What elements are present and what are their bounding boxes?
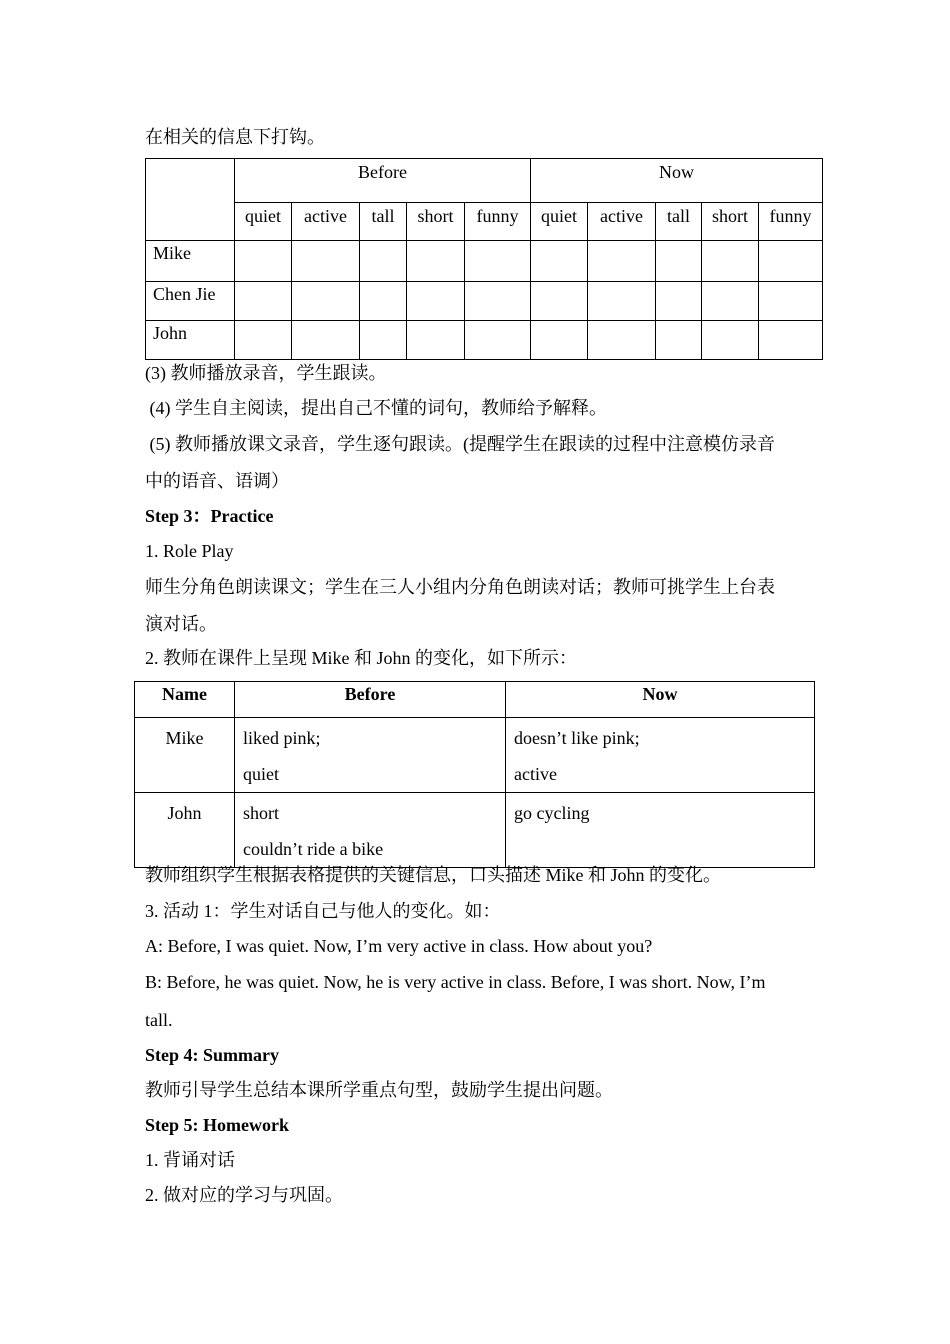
after-table-text: 教师组织学生根据表格提供的关键信息，口头描述 Mike 和 John 的变化。 <box>145 865 721 885</box>
group-header-now: Now <box>531 159 823 203</box>
check-cell[interactable] <box>588 241 656 282</box>
group-header-before: Before <box>235 159 531 203</box>
check-cell[interactable] <box>360 282 407 321</box>
check-cell[interactable] <box>465 282 531 321</box>
header-now: Now <box>506 682 815 718</box>
column-header: short <box>702 203 759 241</box>
table-row <box>135 793 815 868</box>
corner-cell <box>146 159 235 241</box>
check-cell[interactable] <box>656 321 702 360</box>
check-cell[interactable] <box>759 241 823 282</box>
intro-text: 在相关的信息下打钩。 <box>145 127 325 147</box>
column-header: quiet <box>531 203 588 241</box>
homework-item: 1. 背诵对话 <box>145 1150 235 1170</box>
check-cell[interactable] <box>360 321 407 360</box>
cell-text: couldn’t ride a bike <box>243 839 384 859</box>
check-cell[interactable] <box>465 321 531 360</box>
dialog-b-cont: tall. <box>145 1010 173 1030</box>
check-cell[interactable] <box>235 321 292 360</box>
header-name: Name <box>135 682 235 718</box>
check-cell[interactable] <box>235 241 292 282</box>
cell-text: short <box>243 803 279 823</box>
role-play-desc: 师生分角色朗读课文；学生在三人小组内分角色朗读对话；教师可挑学生上台表 <box>145 577 775 597</box>
check-cell[interactable] <box>702 321 759 360</box>
check-cell[interactable] <box>235 282 292 321</box>
dialog-b: B: Before, he was quiet. Now, he is very active in class. Before, I was short. Now, I’m <box>145 972 766 992</box>
step-text: 中的语音、语调） <box>145 471 289 491</box>
check-cell[interactable] <box>588 282 656 321</box>
cell-text: liked pink; <box>243 728 321 748</box>
row-name: Mike <box>146 241 235 282</box>
check-cell[interactable] <box>407 321 465 360</box>
table-row <box>146 282 823 321</box>
check-cell[interactable] <box>360 241 407 282</box>
column-header: active <box>588 203 656 241</box>
homework-item: 2. 做对应的学习与巩固。 <box>145 1185 343 1205</box>
check-cell[interactable] <box>292 241 360 282</box>
check-cell[interactable] <box>531 321 588 360</box>
dialog-a: A: Before, I was quiet. Now, I’m very active in class. How about you? <box>145 936 653 956</box>
check-cell[interactable] <box>702 282 759 321</box>
activity-1-text: 3. 活动 1：学生对话自己与他人的变化。如： <box>145 901 501 921</box>
check-cell[interactable] <box>465 241 531 282</box>
check-table <box>145 158 823 360</box>
item-2-text: 2. 教师在课件上呈现 Mike 和 John 的变化，如下所示： <box>145 648 577 668</box>
row-name: Mike <box>135 718 235 793</box>
table-row <box>135 718 815 793</box>
column-header: quiet <box>235 203 292 241</box>
now-cell <box>506 718 815 793</box>
column-header: tall <box>360 203 407 241</box>
cell-text: doesn’t like pink; <box>514 728 640 748</box>
check-cell[interactable] <box>407 282 465 321</box>
step3-heading: Step 3：Practice <box>145 506 274 526</box>
table-row <box>146 321 823 360</box>
step4-heading: Step 4: Summary <box>145 1045 279 1065</box>
check-cell[interactable] <box>759 321 823 360</box>
cell-text: quiet <box>243 764 279 784</box>
row-name: Chen Jie <box>146 282 235 321</box>
check-cell[interactable] <box>407 241 465 282</box>
check-cell[interactable] <box>702 241 759 282</box>
step-text: (5) 教师播放课文录音，学生逐句跟读。(提醒学生在跟读的过程中注意模仿录音 <box>145 434 775 454</box>
check-cell[interactable] <box>531 241 588 282</box>
cell-text: active <box>514 764 557 784</box>
column-header: funny <box>759 203 823 241</box>
column-header: funny <box>465 203 531 241</box>
step4-desc: 教师引导学生总结本课所学重点句型，鼓励学生提出问题。 <box>145 1080 613 1100</box>
column-header: tall <box>656 203 702 241</box>
column-header: short <box>407 203 465 241</box>
change-table <box>134 681 815 868</box>
step-text: (4) 学生自主阅读，提出自己不懂的词句，教师给予解释。 <box>145 398 607 418</box>
row-name: John <box>146 321 235 360</box>
column-header: active <box>292 203 360 241</box>
check-cell[interactable] <box>759 282 823 321</box>
row-name: John <box>135 793 235 868</box>
check-cell[interactable] <box>292 321 360 360</box>
cell-text: go cycling <box>514 803 590 823</box>
role-play-desc: 演对话。 <box>145 614 217 634</box>
check-cell[interactable] <box>292 282 360 321</box>
check-cell[interactable] <box>656 282 702 321</box>
check-cell[interactable] <box>656 241 702 282</box>
before-cell <box>235 793 506 868</box>
now-cell <box>506 793 815 868</box>
role-play-item: 1. Role Play <box>145 541 234 561</box>
step5-heading: Step 5: Homework <box>145 1115 289 1135</box>
step-text: (3) 教师播放录音，学生跟读。 <box>145 363 387 383</box>
table-row <box>146 241 823 282</box>
header-before: Before <box>235 682 506 718</box>
before-cell <box>235 718 506 793</box>
check-cell[interactable] <box>531 282 588 321</box>
check-cell[interactable] <box>588 321 656 360</box>
